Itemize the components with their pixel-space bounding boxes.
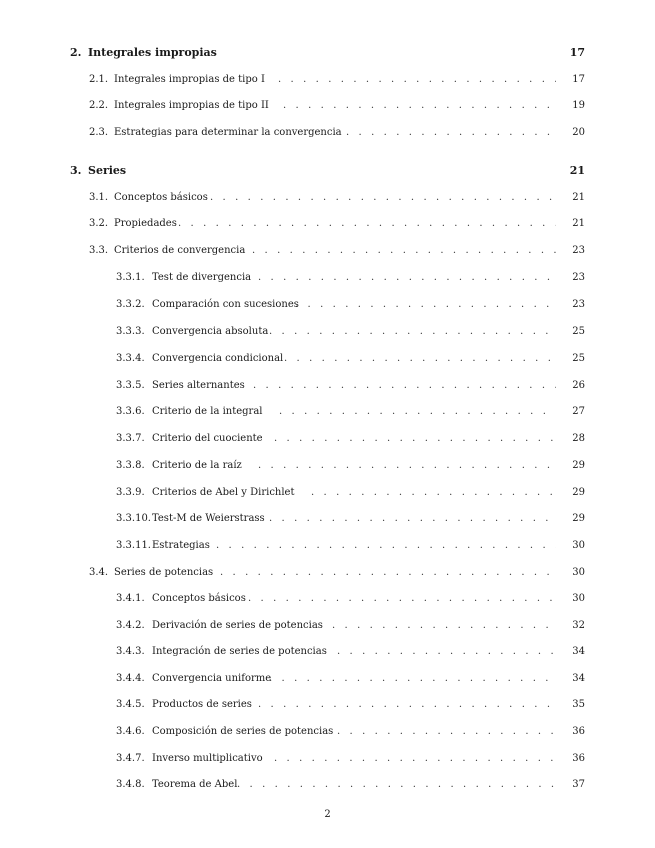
dot-leader <box>284 351 556 367</box>
toc-entry[interactable] <box>0 190 655 206</box>
toc-entry-page: 23 <box>572 299 585 310</box>
toc-entry-number: 2.2. <box>89 100 109 111</box>
toc-entry-page: 26 <box>572 380 585 391</box>
toc-entry-title: Criterios de Abel y Dirichlet <box>152 487 295 498</box>
toc-entry-page: 21 <box>572 192 585 203</box>
toc-entry-number: 3.3.6. <box>116 406 145 417</box>
toc-entry-title: Convergencia uniforme <box>152 673 272 684</box>
dot-leader <box>210 190 556 206</box>
dot-leader <box>337 644 556 660</box>
toc-entry[interactable] <box>0 378 655 394</box>
toc-entry-page: 17 <box>569 46 585 59</box>
toc-entry-page: 34 <box>572 646 585 657</box>
toc-entry-title: Series de potencias <box>114 567 214 578</box>
toc-entry-number: 3.3. <box>89 245 109 256</box>
toc-entry-title: Criterio de la raíz <box>152 460 242 471</box>
toc-entry-title: Composición de series de potencias <box>152 726 334 737</box>
toc-entry-title: Integrales impropias de tipo I <box>114 74 265 85</box>
toc-entry-number: 3.3.3. <box>116 326 145 337</box>
toc-entry-number: 3.3.9. <box>116 487 145 498</box>
toc-entry-title: Estrategias <box>152 540 210 551</box>
toc-entry-title: Integrales impropias de tipo II <box>114 100 269 111</box>
toc-entry[interactable] <box>0 72 655 88</box>
toc-entry-title: Conceptos básicos <box>114 192 208 203</box>
dot-leader <box>258 270 556 286</box>
dot-leader <box>258 458 556 474</box>
toc-entry-number: 3.4.7. <box>116 753 145 764</box>
toc-entry-title: Propiedades <box>114 218 177 229</box>
toc-entry-number: 2. <box>70 46 82 59</box>
toc-entry-number: 3.2. <box>89 218 109 229</box>
toc-entry-page: 36 <box>572 726 585 737</box>
dot-leader <box>283 98 556 114</box>
toc-entry-title: Derivación de series de potencias <box>152 620 323 631</box>
toc-entry-number: 3.4.2. <box>116 620 145 631</box>
toc-entry[interactable] <box>0 297 655 313</box>
toc-entry-title: Criterio de la integral <box>152 406 263 417</box>
toc-entry-page: 25 <box>572 326 585 337</box>
toc-entry-page: 30 <box>572 540 585 551</box>
dot-leader <box>311 485 556 501</box>
toc-entry[interactable] <box>0 270 655 286</box>
toc-entry-title: Integración de series de potencias <box>152 646 327 657</box>
dot-leader <box>178 216 556 232</box>
toc-entry[interactable] <box>0 324 655 340</box>
toc-entry-page: 21 <box>569 164 585 177</box>
toc-entry-page: 23 <box>572 245 585 256</box>
toc-entry-number: 3.4.5. <box>116 699 145 710</box>
toc-entry-page: 17 <box>572 74 585 85</box>
toc-entry-title: Inverso multiplicativo <box>152 753 263 764</box>
toc-entry-page: 30 <box>572 567 585 578</box>
toc-entry-page: 30 <box>572 593 585 604</box>
toc-entry-number: 3.3.8. <box>116 460 145 471</box>
toc-entry-number: 3.3.1. <box>116 272 145 283</box>
toc-entry-page: 37 <box>572 779 585 790</box>
toc-entry[interactable] <box>0 431 655 447</box>
toc-entry-title: Conceptos básicos <box>152 593 246 604</box>
toc-entry-title: Criterio del cuociente <box>152 433 263 444</box>
toc-entry-number: 3.4.6. <box>116 726 145 737</box>
toc-entry-page: 19 <box>572 100 585 111</box>
toc-entry[interactable] <box>0 511 655 527</box>
toc-entry-number: 3.3.4. <box>116 353 145 364</box>
toc-entry-title: Productos de series <box>152 699 252 710</box>
dot-leader <box>252 243 556 259</box>
toc-entry[interactable] <box>0 351 655 367</box>
toc-entry[interactable] <box>0 591 655 607</box>
toc-entry-number: 3. <box>70 164 82 177</box>
toc-entry-number: 3.4. <box>89 567 109 578</box>
toc-entry[interactable] <box>0 243 655 259</box>
toc-entry-title: Series <box>88 164 127 177</box>
toc-entry-title: Teorema de Abel <box>152 779 238 790</box>
dot-leader <box>274 751 556 767</box>
toc-entry-page: 34 <box>572 673 585 684</box>
toc-entry-number: 3.4.3. <box>116 646 145 657</box>
dot-leader <box>279 404 556 420</box>
dot-leader <box>220 565 556 581</box>
toc-entry[interactable] <box>0 697 655 713</box>
toc-entry[interactable] <box>0 777 655 793</box>
toc-entry[interactable] <box>0 538 655 554</box>
toc-entry[interactable] <box>0 565 655 581</box>
toc-entry-title: Comparación con sucesiones <box>152 299 299 310</box>
toc-entry-page: 28 <box>572 433 585 444</box>
toc-entry-number: 3.3.5. <box>116 380 145 391</box>
toc-entry[interactable] <box>0 671 655 687</box>
dot-leader <box>337 724 556 740</box>
dot-leader <box>253 378 556 394</box>
toc-entry-number: 3.4.8. <box>116 779 145 790</box>
toc-entry-title: Convergencia absoluta <box>152 326 269 337</box>
toc-entry-page: 23 <box>572 272 585 283</box>
toc-entry-page: 25 <box>572 353 585 364</box>
dot-leader <box>269 511 556 527</box>
toc-entry-number: 3.4.4. <box>116 673 145 684</box>
toc-entry[interactable] <box>0 724 655 740</box>
toc-entry[interactable] <box>0 644 655 660</box>
dot-leader <box>274 431 556 447</box>
dot-leader <box>269 671 556 687</box>
toc-entry[interactable] <box>0 216 655 232</box>
toc-entry-number: 3.3.11. <box>116 540 151 551</box>
toc-entry-page: 21 <box>572 218 585 229</box>
toc-chapter[interactable] <box>0 45 655 61</box>
dot-leader <box>295 297 556 313</box>
toc-entry-number: 2.3. <box>89 127 109 138</box>
toc-entry[interactable] <box>0 485 655 501</box>
toc-entry-number: 3.3.7. <box>116 433 145 444</box>
dot-leader <box>269 324 556 340</box>
toc-entry[interactable] <box>0 458 655 474</box>
toc-entry-title: Estrategias para determinar la convergencia <box>114 127 342 138</box>
toc-entry-title: Test de divergencia <box>152 272 252 283</box>
page-number: 2 <box>324 809 331 820</box>
toc-entry-page: 27 <box>572 406 585 417</box>
toc-entry-page: 20 <box>572 127 585 138</box>
dot-leader <box>258 697 556 713</box>
toc-entry[interactable] <box>0 98 655 114</box>
dot-leader <box>248 591 556 607</box>
toc-entry-title: Series alternantes <box>152 380 245 391</box>
toc-entry[interactable] <box>0 404 655 420</box>
toc-entry-title: Convergencia condicional <box>152 353 284 364</box>
toc-entry-page: 36 <box>572 753 585 764</box>
toc-entry-title: Integrales impropias <box>88 46 217 59</box>
toc-entry-number: 3.3.2. <box>116 299 145 310</box>
toc-entry-number: 3.4.1. <box>116 593 145 604</box>
dot-leader <box>237 777 556 793</box>
toc-entry[interactable] <box>0 751 655 767</box>
toc-entry-page: 29 <box>572 487 585 498</box>
toc-entry[interactable] <box>0 125 655 141</box>
dot-leader <box>278 72 556 88</box>
dot-leader <box>332 618 556 634</box>
toc-entry-page: 35 <box>572 699 585 710</box>
dot-leader <box>346 125 556 141</box>
toc-entry-page: 29 <box>572 513 585 524</box>
toc-entry-page: 32 <box>572 620 585 631</box>
toc-entry[interactable] <box>0 618 655 634</box>
toc-entry-title: Test-M de Weierstrass <box>152 513 265 524</box>
toc-entry-number: 3.1. <box>89 192 109 203</box>
toc-entry-page: 29 <box>572 460 585 471</box>
toc-entry-title: Criterios de convergencia <box>114 245 246 256</box>
toc-entry-number: 3.3.10. <box>116 513 151 524</box>
dot-leader <box>216 538 556 554</box>
toc-entry-number: 2.1. <box>89 74 109 85</box>
toc-chapter[interactable] <box>0 163 655 179</box>
